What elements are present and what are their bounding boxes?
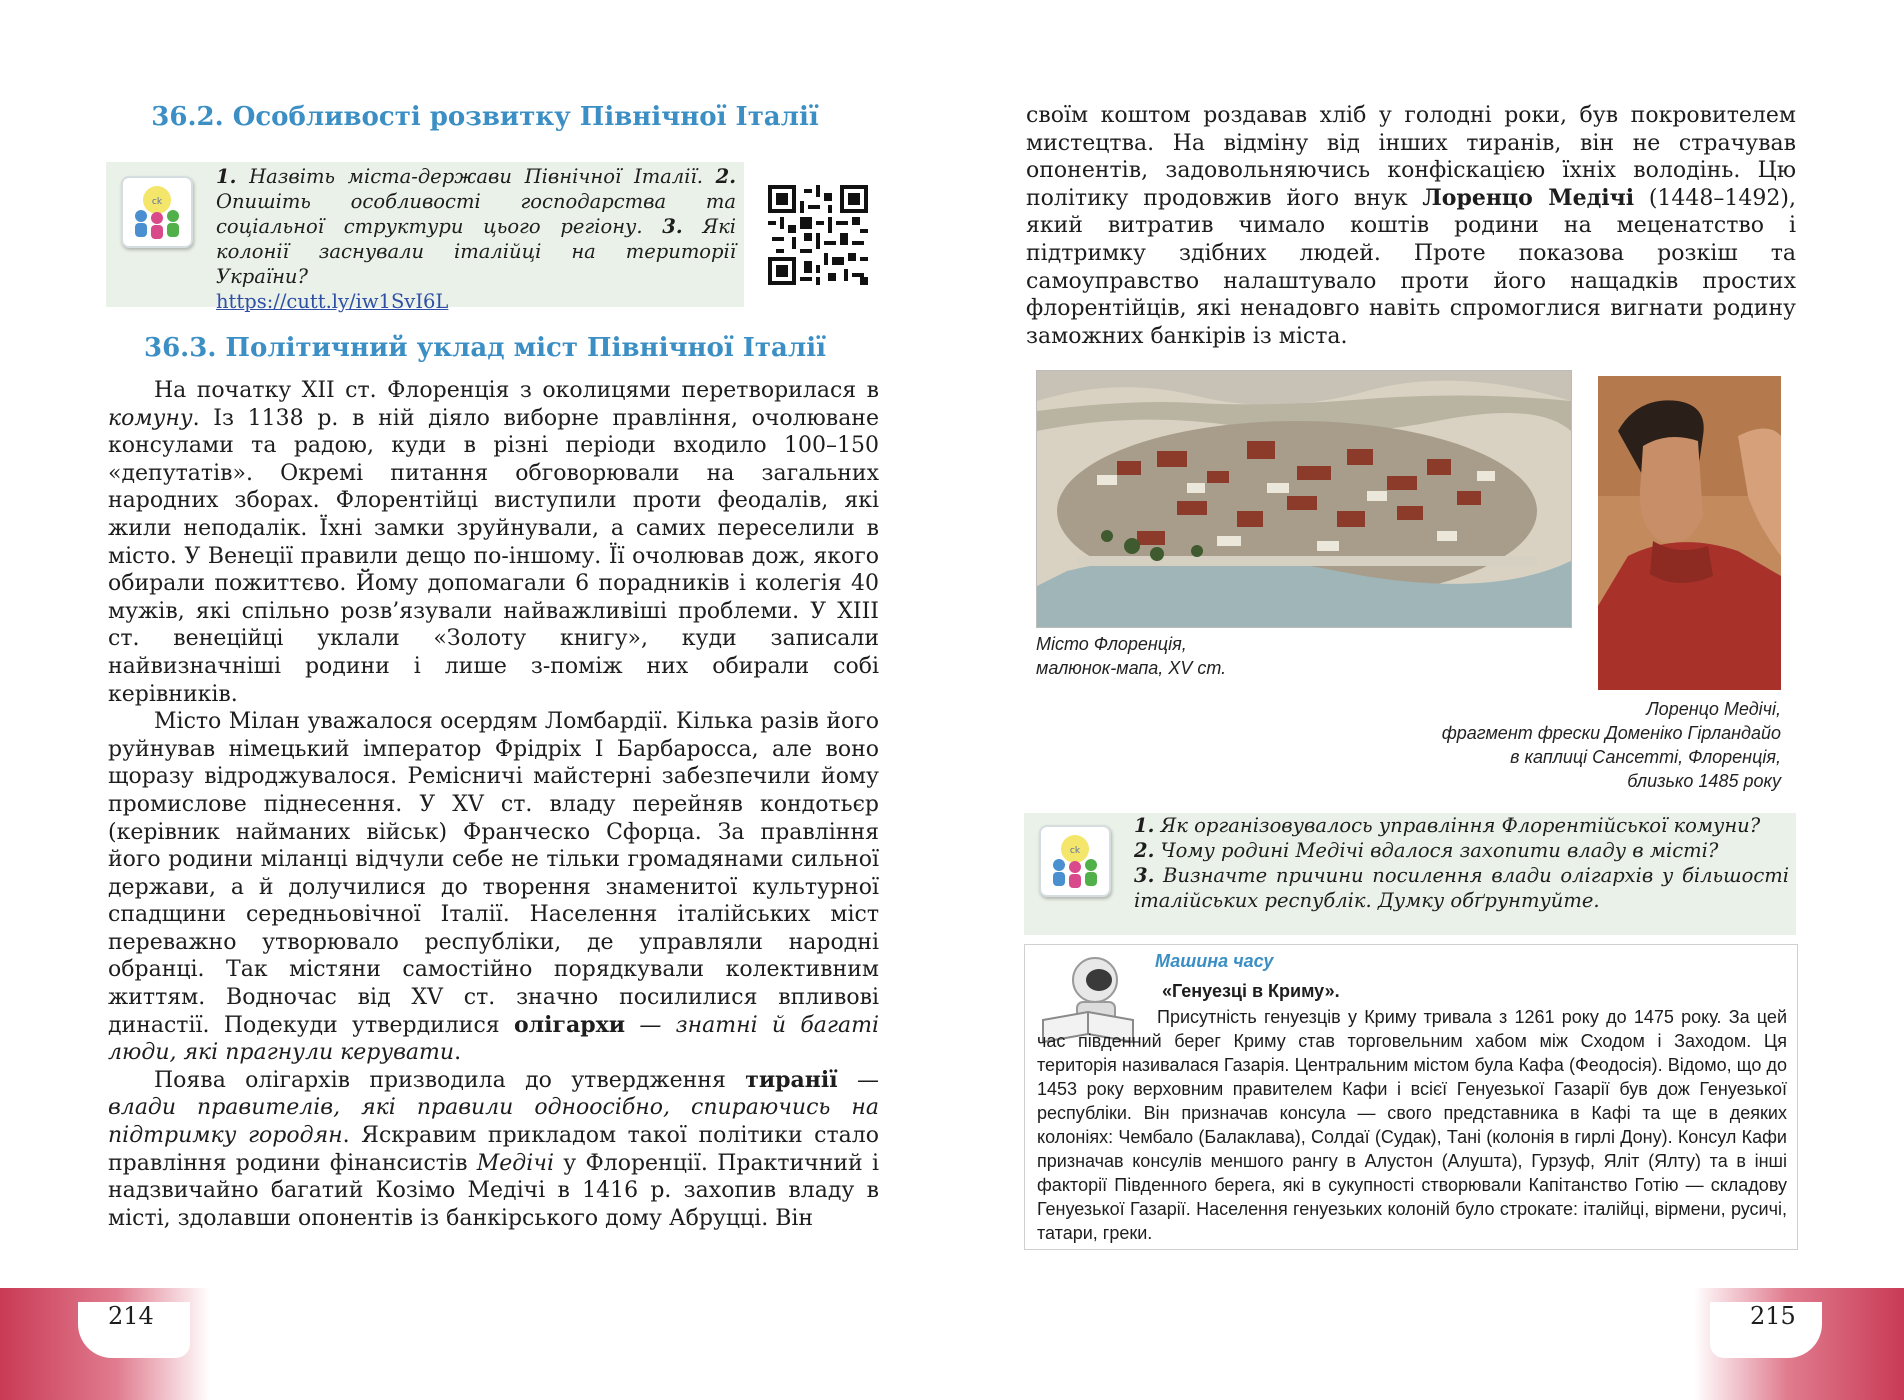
qr-code[interactable] <box>768 185 868 285</box>
lorenzo-medici-portrait <box>1598 376 1781 690</box>
paragraph-top: своїм коштом роздавав хліб у голодні роки, був покровителем мистецтва. На відміну від інших тиранів, він не страчував опонентів, задовольняючись конфіскацією їхніх володінь. Цю політику продовжив його внук Лоренцо Медічі (1448–1492), який витратив чимало коштів родини на меценатство і підтримку здібних людей. Проте показова розкіш та самоуправство налаштувало проти його нащадків простих флорентійців, які ненадовго навіть спромоглися вигнати родину заможних банкірів із міста. <box>1026 103 1796 349</box>
florence-map-caption: Місто Флоренція, малюнок-мапа, XV ст. <box>1036 634 1227 678</box>
right-body-text <box>1026 102 1796 350</box>
group-work-icon <box>1039 825 1111 897</box>
paragraph-2: Місто Мілан уважалося осердям Ломбардії. Кілька разів його руйнував німецький імператор Фрідріх I Барбаросса, але воно щоразу відроджувалося. Ремісничі майстерні забезпечили йому промислове піднесення. У XV ст. владу перейняв кондотьєр (керівник найманих військ) Франческо Сфорца. За правління його родини міланці відчули себе не тільки громадянами сильної держави, а й долучилися до творення знаменитої культурної спадщини середньовічної Італії. Населення італійських міст переважно утворювало республіки, де управляли народні обранці. Так містяни самостійно порядкували колективним життям. Водночас від XV ст. значно посилилися впливові династії. Подекуди утвердилися олігархи — знатні й багаті люди, які прагнули керувати. <box>108 709 880 1066</box>
group-work-icon <box>121 176 193 248</box>
page-number-left: 214 <box>108 1302 154 1330</box>
svg-text:ck: ck <box>1069 846 1081 856</box>
paragraph-3: Поява олігархів призводила до утвердження тиранії — влади правителів, які правили одноосібно, спираючись на підтримку городян. Яскравим прикладом такої політики стало правління родини фінансистів Медічі у Флоренції. Практичний і надзвичайно багатий Козімо Медічі в 1416 р. захопив владу в місті, здолавши опонентів із банкірського дому Абруцці. Він <box>108 1066 879 1231</box>
section-heading-36-2: 36.2. Особливості розвитку Північної Італії <box>151 102 819 132</box>
page-number-right: 215 <box>1750 1302 1796 1330</box>
task-questions: 1. Назвіть міста-держави Північної Італії. 2. Опишіть особливості господарства та соціальної структури цього регіону. 3. Які колонії заснували італійці на території України? https://cutt.ly/iw1SvI6L <box>216 165 736 313</box>
lorenzo-portrait-caption: Лоренцо Медічі, фрагмент фрески Доменіко Гірландайо в каплиці Сансетті, Флоренція, близько 1485 року <box>1441 699 1781 791</box>
resource-link[interactable]: https://cutt.ly/iw1SvI6L <box>216 290 449 313</box>
section-heading-36-3: 36.3. Політичний уклад міст Північної Італії <box>144 333 826 363</box>
florence-map-image <box>1036 370 1572 628</box>
left-body-text <box>108 377 879 1232</box>
time-machine-title: «Генуезці в Криму». <box>1162 981 1340 1001</box>
time-machine-box <box>1024 944 1798 1250</box>
task-questions-2: 1. Як організовувалось управління Флорентійської комуни? 2. Чому родині Медічі вдалося захопити владу в місті? 3. Визначте причини посилення влади олігархів у більшості італійських республік. Думку обґрунтуйте. <box>1134 814 1789 912</box>
svg-text:ck: ck <box>151 197 163 207</box>
time-machine-label: Машина часу <box>1155 951 1274 971</box>
task-box-1 <box>106 162 744 313</box>
time-machine-text: Присутність генуезців у Криму тривала з 1261 року до 1475 року. За цей час південний берег Криму став торговельним хабом між Сходом і Заходом. Ця територія називалася Газарія. Центральним містом була Кафа (Феодосія). Відомо, що до 1453 року верховним правителем Кафи і всієї Генуезької Газарії був дож Генуезької республіки. Він призначав консула — свого представника в Кафі та ще в деяких колоніях: Чембало (Балаклава), Солдаї (Судак), Тані (колонія в гирлі Дону). Консул Кафи призначав консулів меншого рангу в Алустон (Алушта), Гурзуф, Ялiт (Ялту) та в інші фактoрії Південного берега, які в сукупності створювали Капітанство Готію — складову Генуезької Газарії. Населення генуезьких колоній було строкате: італійці, вірмени, русичі, татари, греки. <box>1037 1007 1787 1243</box>
paragraph-1: На початку XII ст. Флоренція з околицями перетворилася в комуну. Із 1138 р. в ній діяло виборне правління, очолюване консулами та радою, куди в різні періоди входило 100–150 «депутатів». Окремі питання обговорювали на загальних народних зборах. Флорентійці виступили проти феодалів, які жили неподалік. Їхні замки зруйнували, а самих переселили в місто. У Венеції правили дещо по-іншому. Її очолював дож, якого обирали пожиттєво. Йому допомагали 6 порадників і колегія 40 мужів, які спільно розв’язували найважливіші проблеми. У XIII ст. венеційці уклали «Золоту книгу», куди записали найвизначніші родини і лише з-поміж них обирали собі керівників. <box>108 378 879 707</box>
task-box-2 <box>1024 813 1796 935</box>
